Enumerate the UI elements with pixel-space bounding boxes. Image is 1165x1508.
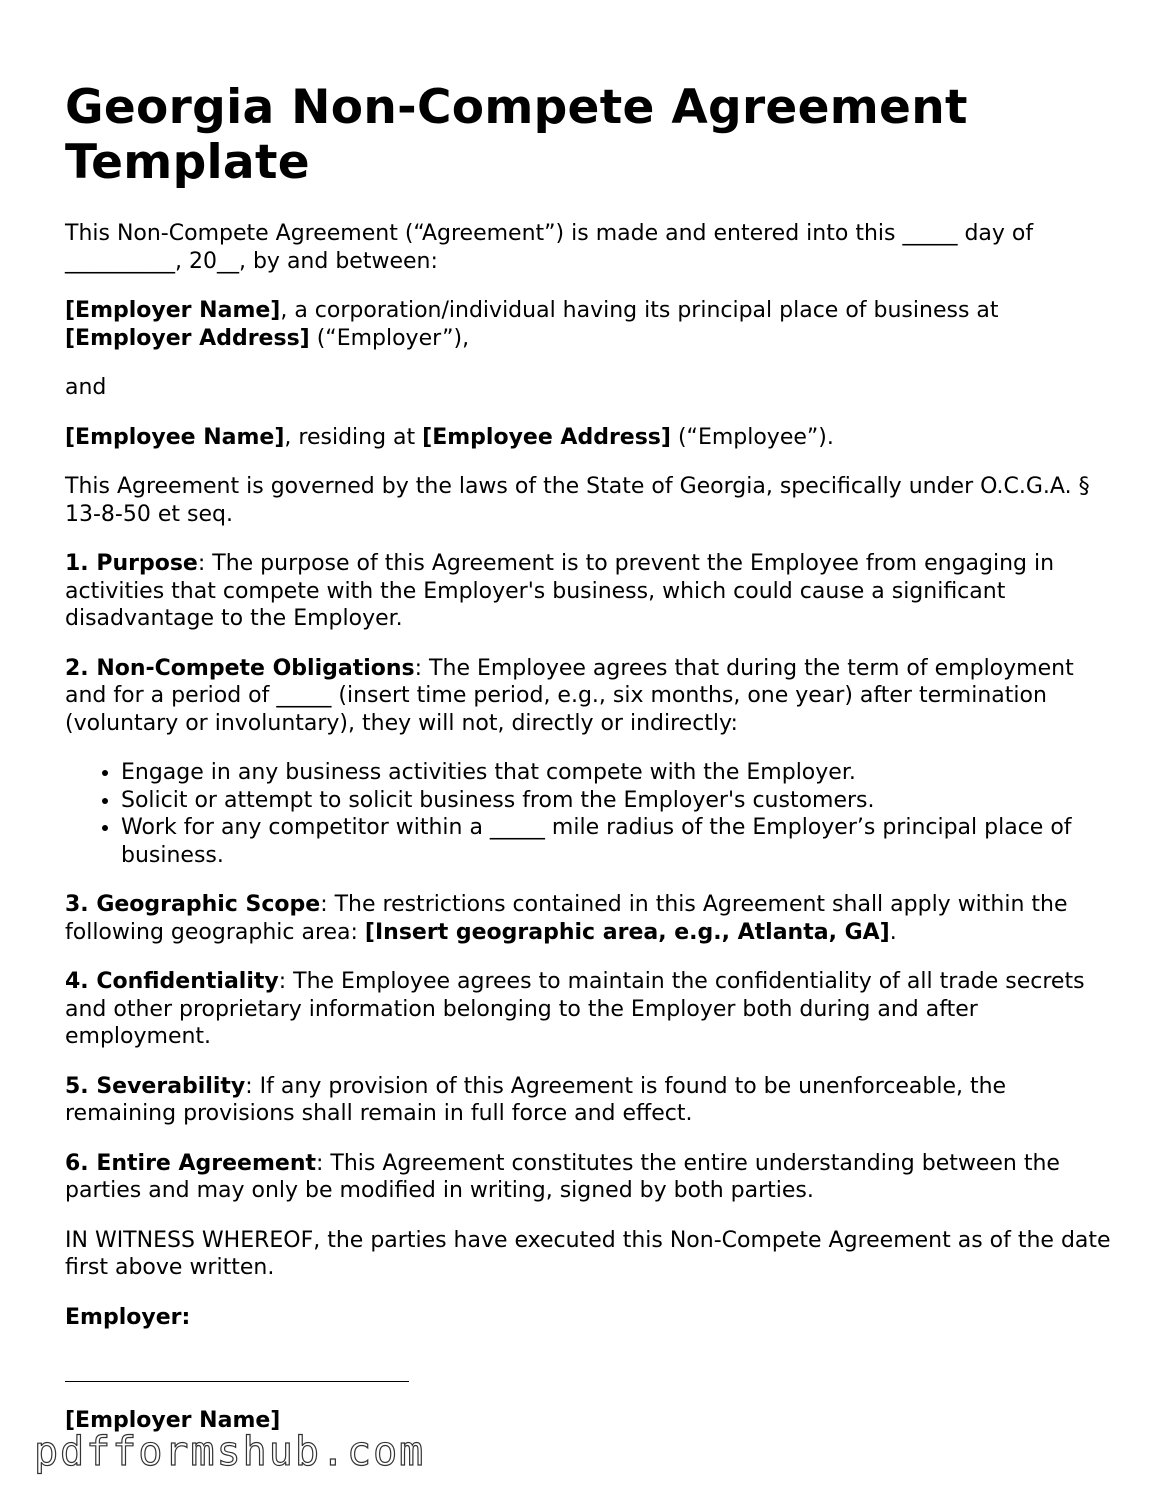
signature-line	[65, 1381, 409, 1382]
employer-name-placeholder: [Employer Name]	[65, 298, 281, 323]
governing-law-paragraph: This Agreement is governed by the laws of the State of Georgia, specifically under O.C.G.A. § 13-8-50 et seq.	[65, 474, 1090, 527]
section-heading: 1. Purpose	[65, 551, 198, 576]
list-item: • Engage in any business activities that compete with the Employer.	[121, 759, 1115, 787]
section-heading: 5. Severability	[65, 1073, 246, 1099]
section-geographic-scope: 3. Geographic Scope: The restrictions contained in this Agreement shall apply within the following geographic area: [Insert geographic area, e.g., Atlanta, GA].	[65, 892, 1068, 945]
list-item: • Solicit or attempt to solicit business from the Employer's customers.	[121, 787, 1115, 815]
signature-name: [Employer Name]	[65, 1408, 281, 1433]
section-confidentiality: 4. Confidentiality: The Employee agrees to maintain the confidentiality of all trade secrets and other proprietary information belonging to the Employer both during and after employment.	[65, 969, 1085, 1049]
intro-paragraph: This Non-Compete Agreement (“Agreement”) is made and entered into this _____ day of __________, 20__, by and between:	[65, 221, 1034, 274]
document-page	[65, 80, 1115, 1457]
section-severability: 5. Severability: If any provision of this Agreement is found to be unenforceable, the remaining provisions shall remain in full force and effect.	[65, 1073, 1007, 1126]
section-purpose: 1. Purpose: The purpose of this Agreement is to prevent the Employee from engaging in activities that compete with the Employer's business, which could cause a significant disadvantage to the Employer.	[65, 551, 1055, 631]
section-entire-agreement: 6. Entire Agreement: This Agreement constitutes the entire understanding between the parties and may only be modified in writing, signed by both parties.	[65, 1150, 1060, 1203]
signature-label: Employer:	[65, 1304, 191, 1330]
employee-address-placeholder: [Employee Address]	[422, 424, 671, 450]
section-heading: 2. Non-Compete Obligations	[65, 655, 415, 681]
watermark-text: pdfformshub.com	[34, 1429, 426, 1475]
employer-address-placeholder: [Employer Address]	[65, 325, 310, 351]
section-heading: 6. Entire Agreement	[65, 1150, 316, 1176]
section-heading: 4. Confidentiality	[65, 969, 279, 994]
geographic-area-placeholder: [Insert geographic area, e.g., Atlanta, GA]	[364, 919, 890, 945]
list-item: • Work for any competitor within a _____ mile radius of the Employer’s principal place of business.	[121, 814, 1115, 869]
non-compete-list	[65, 759, 1115, 869]
section-non-compete: 2. Non-Compete Obligations: The Employee agrees that during the term of employment and for a period of _____ (insert time period, e.g., six months, one year) after termination (voluntary or involuntary), they will not, directly or indirectly:	[65, 655, 1074, 736]
employee-name-placeholder: [Employee Name]	[65, 424, 285, 450]
and-text: and	[65, 375, 107, 400]
section-heading: 3. Geographic Scope	[65, 892, 321, 917]
employer-party-paragraph: [Employer Name], a corporation/individual having its principal place of business at [Employer Address] (“Employer”),	[65, 298, 999, 351]
document-title: Georgia Non-Compete Agreement Template	[65, 80, 968, 190]
employee-party-paragraph: [Employee Name], residing at [Employee Address] (“Employee”).	[65, 424, 834, 450]
witness-paragraph: IN WITNESS WHEREOF, the parties have executed this Non-Compete Agreement as of the date first above written.	[65, 1227, 1111, 1280]
